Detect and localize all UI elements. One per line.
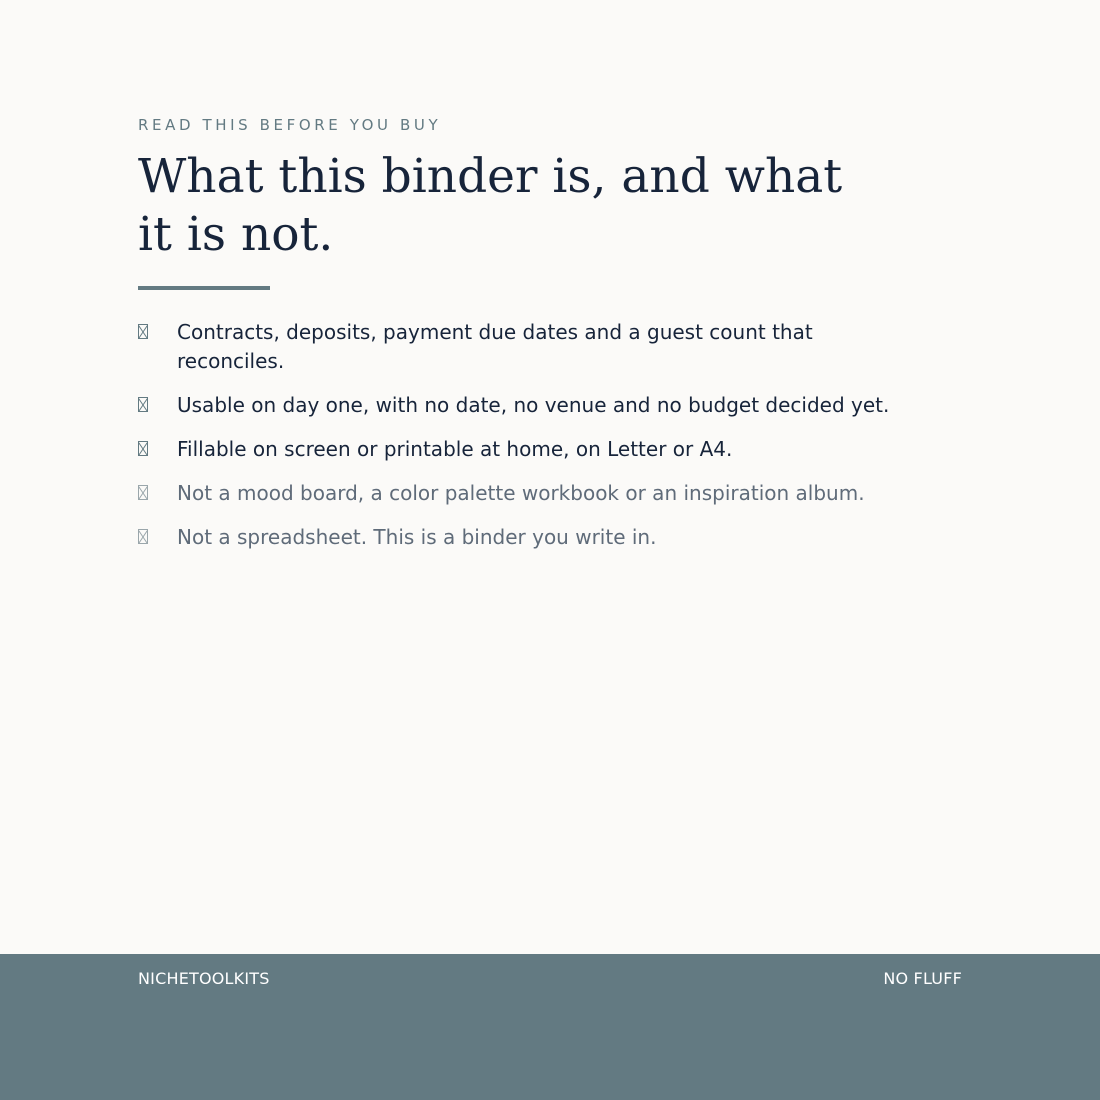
box-check-icon — [138, 397, 148, 412]
box-cross-icon — [138, 529, 148, 544]
page-title: What this binder is, and what it is not. — [138, 149, 843, 262]
list-item — [138, 318, 898, 376]
list-item-text: Fillable on screen or printable at home, on Letter or A4. — [177, 437, 733, 461]
list-item-text: Usable on day one, with no date, no venue and no budget decided yet. — [177, 393, 890, 417]
accent-rule — [138, 286, 270, 290]
box-check-icon — [138, 324, 148, 339]
footer-tagline: NO FLUFF — [883, 969, 962, 988]
list-item — [138, 523, 898, 552]
list-item — [138, 391, 898, 420]
list-item — [138, 479, 898, 508]
list-item-text: Contracts, deposits, payment due dates and a guest count that reconciles. — [177, 320, 813, 373]
main-content — [138, 116, 898, 567]
list-item-text: Not a mood board, a color palette workbook or an inspiration album. — [177, 481, 865, 505]
list-item-text: Not a spreadsheet. This is a binder you write in. — [177, 525, 657, 549]
box-cross-icon — [138, 485, 148, 500]
eyebrow: READ THIS BEFORE YOU BUY — [138, 116, 442, 134]
list-item — [138, 435, 898, 464]
footer-bar — [0, 954, 1100, 1100]
footer-brand: NICHETOOLKITS — [138, 969, 270, 988]
box-check-icon — [138, 441, 148, 456]
feature-list — [138, 318, 898, 552]
